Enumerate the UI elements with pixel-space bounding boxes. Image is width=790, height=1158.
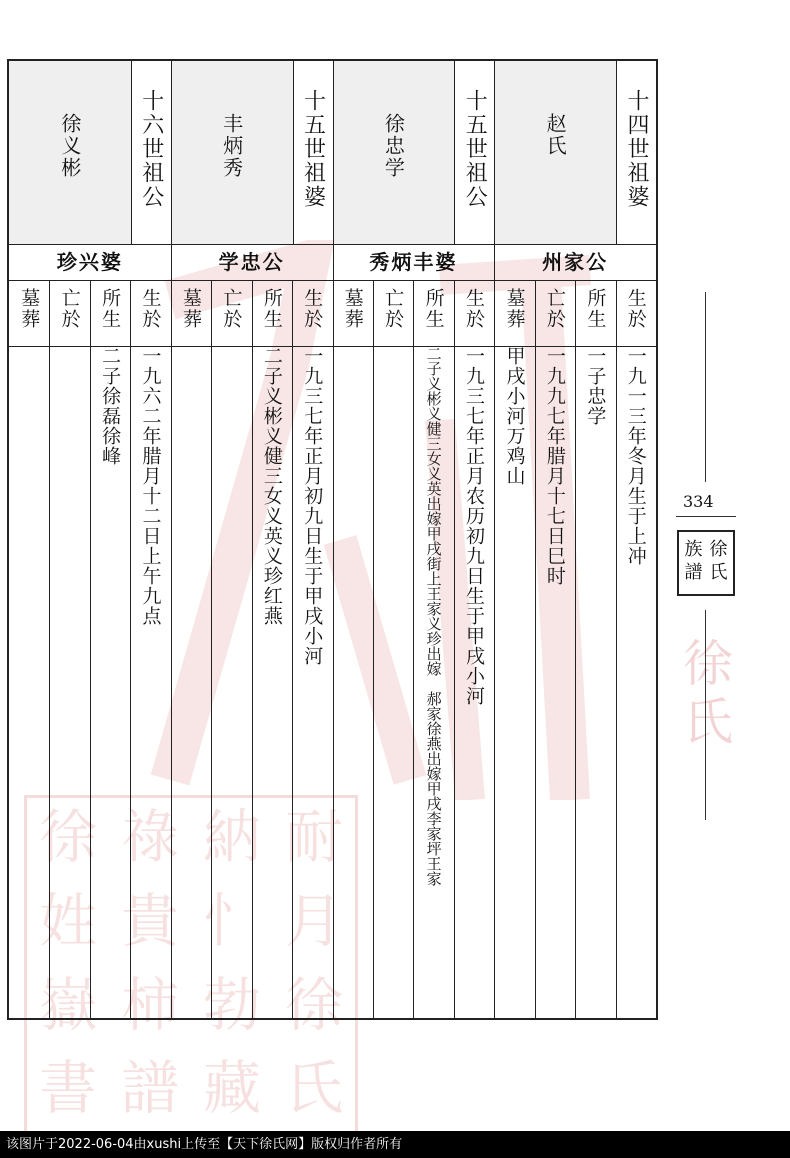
row-divider	[130, 280, 131, 1018]
person-name: 徐义彬	[57, 113, 82, 179]
generation-label: 十四世祖婆	[624, 89, 649, 209]
seal-char: 耐	[284, 803, 343, 871]
side-watermark-char: 氏	[683, 693, 733, 751]
generation-label: 十六世祖公	[138, 89, 164, 209]
row-divider	[90, 280, 91, 1018]
logo-char: 氏	[709, 562, 728, 583]
row-divider	[535, 280, 536, 1018]
margin-rule-top	[705, 292, 706, 482]
field-label: 所生	[99, 288, 122, 330]
field-value: 一九六二年腊月十二日上午九点	[139, 346, 162, 626]
divider	[131, 61, 132, 244]
block-divider	[494, 61, 495, 1018]
seal-char: 藏	[202, 1054, 261, 1123]
field-value: 一九三七年正月初九日生于甲戌小河	[301, 346, 324, 666]
spouse-label: 州家公	[542, 250, 609, 274]
field-value: 二子义彬义健三女义英出嫁甲戌街上王家义珍出嫁 郝家徐燕出嫁甲戌李家坪王家	[424, 346, 443, 886]
field-label: 生於	[463, 288, 486, 330]
seal-char: 譜	[120, 1054, 179, 1123]
divider	[293, 61, 294, 244]
seal-char: 徐	[38, 803, 97, 871]
field-label: 亡於	[220, 288, 243, 330]
field-label: 所生	[260, 288, 283, 330]
seal-char: 祿	[120, 803, 179, 871]
seal-char: 納	[202, 803, 261, 871]
seal-char: 書	[38, 1054, 97, 1123]
field-label: 亡於	[58, 288, 81, 330]
field-label: 生於	[139, 288, 162, 330]
row-divider	[454, 280, 455, 1018]
field-value: 二子徐磊徐峰	[99, 346, 122, 466]
seal-char: 徐	[284, 970, 343, 1039]
upload-footer: 该图片于2022-06-04由xushi上传至【天下徐氏网】版权归作者所有	[0, 1131, 790, 1158]
seal-char: 勃	[202, 970, 261, 1039]
spouse-label: 学忠公	[218, 250, 285, 274]
seal-char: 氏	[284, 1054, 343, 1123]
divider	[616, 61, 617, 244]
field-label: 生於	[624, 288, 647, 330]
genealogy-table	[7, 59, 658, 1020]
divider	[454, 61, 455, 244]
logo-char: 族	[684, 539, 703, 560]
field-label: 生於	[301, 288, 324, 330]
row-divider	[292, 280, 293, 1018]
person-name: 赵氏	[543, 113, 568, 157]
logo-char: 譜	[684, 562, 703, 583]
row-divider	[616, 280, 617, 1018]
person-name: 丰炳秀	[219, 113, 244, 179]
clan-logo	[677, 530, 735, 596]
row-divider	[373, 280, 374, 1018]
table-rule	[9, 244, 656, 245]
seal-char: 貴	[120, 886, 179, 955]
side-watermark-char: 徐	[683, 635, 733, 693]
page-number-rule	[676, 516, 736, 517]
seal-char: 月	[284, 886, 343, 955]
margin-rule-bottom	[705, 610, 706, 820]
generation-label: 十五世祖公	[462, 89, 488, 209]
table-rule	[9, 280, 656, 281]
side-watermark	[668, 635, 748, 751]
field-value: 二子义彬义健三女义英义珍红燕	[260, 346, 283, 626]
block-divider	[171, 61, 172, 1018]
seal-char: 柿	[120, 970, 179, 1039]
field-label: 亡於	[382, 288, 405, 330]
page-number: 334	[683, 492, 714, 511]
field-label: 墓葬	[341, 288, 364, 330]
field-label: 墓葬	[503, 288, 526, 330]
seal-char: 忄	[202, 886, 261, 955]
row-divider	[211, 280, 212, 1018]
seal-char: 姓	[38, 886, 97, 955]
field-value: 一九九七年腊月十七日巳时	[543, 346, 566, 586]
row-divider	[575, 280, 576, 1018]
block-divider	[333, 61, 334, 1018]
field-label: 亡於	[543, 288, 566, 330]
field-value: 甲戌小河万鸡山	[503, 346, 526, 486]
table-rule	[9, 346, 656, 347]
spouse-label: 珍兴婆	[56, 250, 123, 274]
generation-label: 十五世祖婆	[300, 89, 326, 209]
field-label: 墓葬	[18, 288, 41, 330]
row-divider	[413, 280, 414, 1018]
row-divider	[49, 280, 50, 1018]
spouse-label: 秀炳丰婆	[369, 250, 458, 274]
logo-char: 徐	[709, 539, 728, 560]
person-name: 徐忠学	[381, 113, 406, 179]
field-label: 所生	[584, 288, 607, 330]
field-label: 墓葬	[179, 288, 202, 330]
field-value: 一九三七年正月农历初九日生于甲戌小河	[463, 346, 486, 706]
row-divider	[252, 280, 253, 1018]
seal-char: 嶽	[38, 970, 97, 1039]
field-value: 一九一三年冬月生于上冲	[624, 346, 647, 566]
field-value: 一子忠学	[584, 346, 607, 426]
field-label: 所生	[422, 288, 445, 330]
